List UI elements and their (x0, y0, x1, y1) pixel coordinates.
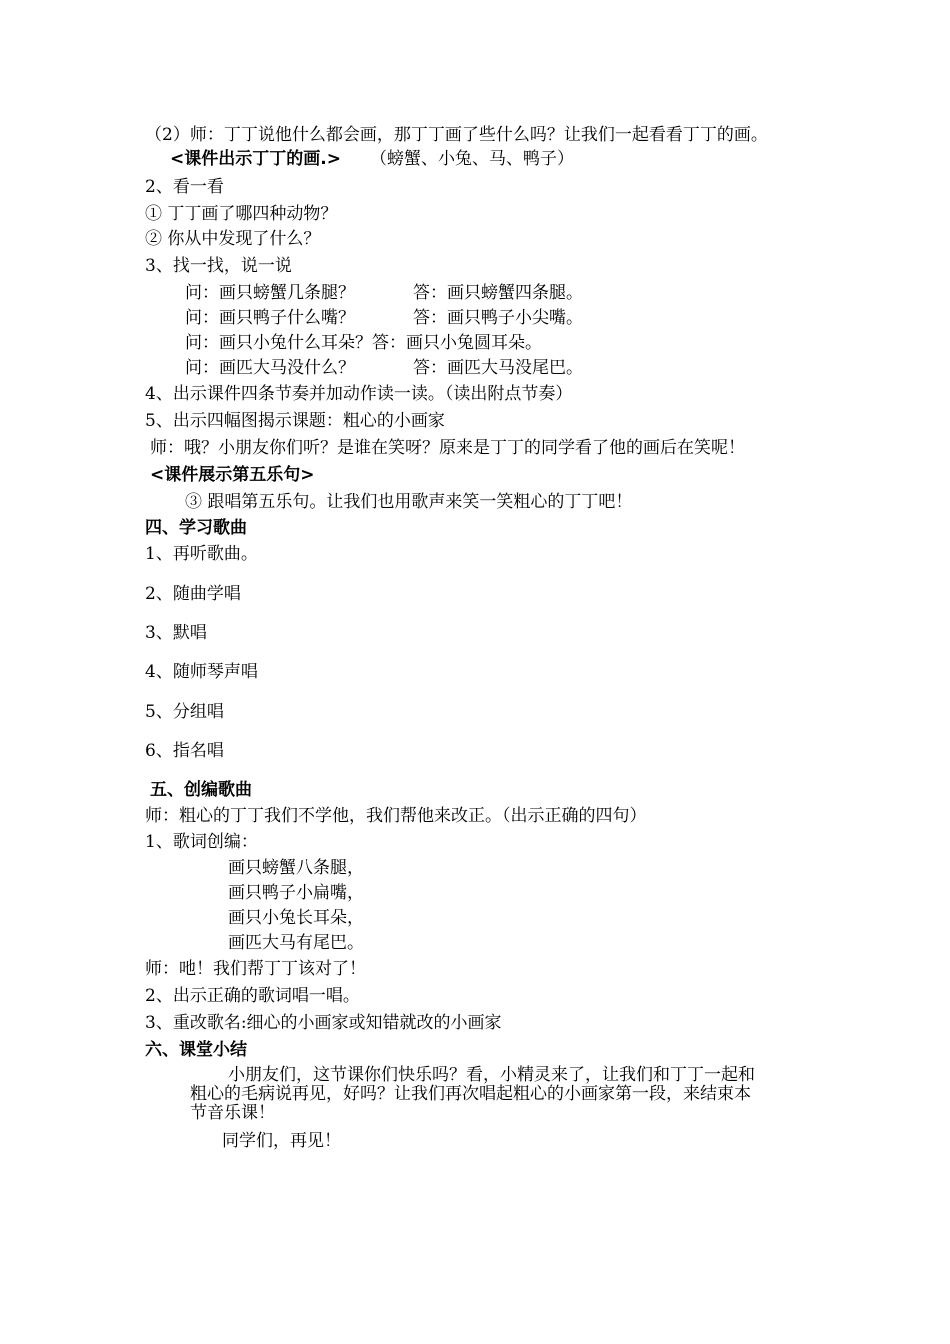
text-line: （2）师：丁丁说他什么都会画，那丁丁画了些什么吗？让我们一起看看丁丁的画。 (145, 125, 768, 145)
courseware-note: <课件出示丁丁的画.> (170, 149, 341, 169)
question-text: 问：画匹大马没什么？ (185, 358, 355, 378)
answer-text: 答：画只鸭子小尖嘴。 (413, 308, 583, 328)
list-item: 5、分组唱 (145, 702, 224, 722)
step-heading: 2、看一看 (145, 177, 224, 197)
step-heading: 4、出示课件四条节奏并加动作读一读。（读出附点节奏） (145, 384, 573, 404)
summary-line: 小朋友们，这节课你们快乐吗？看，小精灵来了，让我们和丁丁一起和 (228, 1065, 755, 1085)
courseware-note: <课件展示第五乐句> (150, 465, 315, 485)
section-heading: 五、创编歌曲 (150, 780, 252, 800)
list-item: 1、再听歌曲。 (145, 544, 258, 564)
question-item: ② 你从中发现了什么？ (145, 229, 321, 249)
lyric-line: 画只鸭子小扁嘴， (228, 883, 364, 903)
list-item: 3、默唱 (145, 623, 207, 643)
teacher-line: 师：粗心的丁丁我们不学他，我们帮他来改正。（出示正确的四句） (145, 806, 647, 826)
step-heading: 5、出示四幅图揭示课题：粗心的小画家 (145, 411, 445, 431)
list-item: 2、出示正确的歌词唱一唱。 (145, 986, 360, 1006)
question-item: ① 丁丁画了哪四种动物？ (145, 204, 338, 224)
teacher-line: 师：吔！我们帮丁丁该对了！ (145, 959, 366, 979)
text-line: ③ 跟唱第五乐句。让我们也用歌声来笑一笑粗心的丁丁吧！ (185, 492, 633, 512)
lyric-line: 画只小兔长耳朵， (228, 908, 364, 928)
lyric-line: 画只螃蟹八条腿， (228, 858, 364, 878)
summary-line: 节音乐课！ (190, 1103, 275, 1123)
list-item: 1、歌词创编： (145, 832, 258, 852)
answer-text: 答：画只螃蟹四条腿。 (413, 283, 583, 303)
teacher-line: 师：哦？小朋友你们听？是谁在笑呀？原来是丁丁的同学看了他的画后在笑呢！ (150, 438, 745, 458)
section-heading: 四、学习歌曲 (145, 518, 247, 538)
question-answer-text: 问：画只小兔什么耳朵？答：画只小兔圆耳朵。 (185, 333, 542, 353)
section-heading: 六、课堂小结 (145, 1040, 247, 1060)
list-item: 3、重改歌名:细心的小画家或知错就改的小画家 (145, 1013, 502, 1033)
list-item: 4、随师琴声唱 (145, 662, 258, 682)
step-heading: 3、找一找，说一说 (145, 256, 292, 276)
lyric-line: 画匹大马有尾巴。 (228, 933, 364, 953)
question-text: 问：画只鸭子什么嘴？ (185, 308, 355, 328)
question-text: 问：画只螃蟹几条腿？ (185, 283, 355, 303)
list-item: 6、指名唱 (145, 741, 224, 761)
closing-line: 同学们，再见！ (222, 1131, 341, 1151)
answer-text: 答：画匹大马没尾巴。 (413, 358, 583, 378)
list-item: 2、随曲学唱 (145, 584, 241, 604)
summary-line: 粗心的毛病说再见，好吗？让我们再次唱起粗心的小画家第一段，来结束本 (190, 1084, 751, 1104)
text-line: （螃蟹、小兔、马、鸭子） (370, 149, 574, 169)
